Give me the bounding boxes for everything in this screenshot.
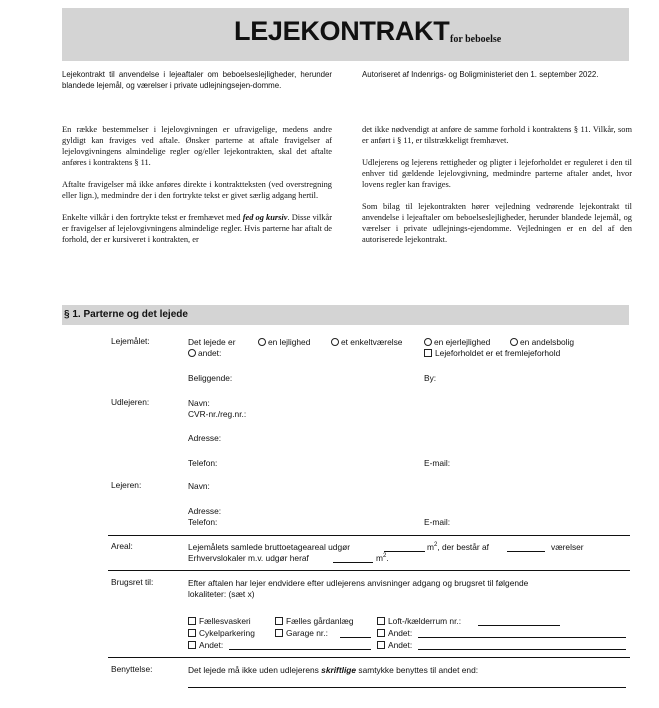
brugsret-text-2: lokaliteter: (sæt x) — [188, 589, 255, 599]
checkbox-icon — [377, 629, 385, 637]
lejer-adresse: Adresse: — [188, 506, 222, 516]
checkbox-loft-kaelder[interactable]: Loft-/kælderrum nr.: — [377, 616, 461, 626]
intro-left-text: Lejekontrakt til anvendelse i lejeaftaler om beboelseslejligheder, herunder blandede lejemål, og værelser i private udlejningsejen-domme. — [62, 70, 332, 90]
checkbox-garage[interactable]: Garage nr.: — [275, 628, 328, 638]
radio-andet[interactable]: andet: — [188, 348, 221, 358]
divider — [108, 535, 630, 536]
udlejer-cvr: CVR-nr./reg.nr.: — [188, 409, 247, 419]
radio-lejlighed[interactable]: en lejlighed — [258, 337, 310, 347]
vaerelser-input[interactable] — [507, 551, 545, 552]
body-left-paragraph-1: En række bestemmelser i lejelovgivningen er ufravigelige, medens andre gyldigt kan fraviges ved aftale. Ønsker parterne at aftale fravigelser af lejelovgivningens almindelige regler og/eller lejekontrakten, skal det aftalte anføres i kontraktens § 11. — [62, 125, 332, 167]
checkbox-faellesvaskeri[interactable]: Fællesvaskeri — [188, 616, 251, 626]
body-left-paragraph-3: Enkelte vilkår i den fortrykte tekst er fremhævet med fed og kursiv. Disse vilkår er fravigelser af lejelovgivningens almindelige regler. Hvis parterne har aftalt de forhold, der er kursiveret i kontrakten, er — [62, 213, 332, 244]
brugsret-text-1: Efter aftalen har lejer endvidere efter udlejerens anvisninger adgang og brugsret til følgende — [188, 578, 529, 588]
areal-line-1: Lejemålets samlede bruttoetageareal udgør — [188, 542, 351, 552]
document-subtitle: for beboelse — [450, 34, 502, 45]
loft-nr-input[interactable] — [478, 625, 560, 626]
body-right-paragraph-1: det ikke nødvendigt at anføre de samme forhold i kontraktens § 11. Vilkår, som er anført i § 11, er tilstrækkeligt fremhævet. — [362, 125, 632, 145]
lejer-telefon: Telefon: — [188, 517, 218, 527]
section-title: § 1. Parterne og det lejede — [64, 309, 188, 320]
andet-1-input[interactable] — [418, 637, 626, 638]
lejer-navn: Navn: — [188, 481, 210, 491]
radio-icon — [188, 349, 196, 357]
garage-nr-input[interactable] — [340, 637, 371, 638]
vaerelser-label: værelser — [551, 542, 584, 552]
areal-unit: $m^2$, der består af — [427, 542, 490, 552]
checkbox-icon — [377, 617, 385, 625]
body-left-paragraph-2: Aftalte fravigelser må ikke anføres direkte i kontraktteksten (ved overstregning eller lign.), medmindre der i den fortrykte tekst er givet særlig adgang hertil. — [62, 180, 332, 200]
radio-andelsbolig[interactable]: en andelsbolig — [510, 337, 574, 347]
brugsret-label: Brugsret til: — [111, 577, 154, 587]
by-label: By: — [424, 373, 437, 383]
areal-label: Areal: — [111, 541, 133, 551]
radio-icon — [331, 338, 339, 346]
divider — [108, 657, 630, 658]
beliggende-label: Beliggende: — [188, 373, 233, 383]
lejer-label: Lejeren: — [111, 480, 142, 490]
checkbox-icon — [188, 641, 196, 649]
udlejer-navn: Navn: — [188, 398, 210, 408]
udlejer-telefon: Telefon: — [188, 458, 218, 468]
checkbox-andet-3[interactable]: Andet: — [377, 640, 412, 650]
radio-icon — [424, 338, 432, 346]
fremleje-checkbox[interactable]: Lejeforholdet er et fremlejeforhold — [424, 348, 560, 358]
radio-enkeltvaerelse[interactable]: et enkeltværelse — [331, 337, 402, 347]
checkbox-icon — [275, 617, 283, 625]
body-left-column — [62, 124, 332, 256]
radio-icon — [510, 338, 518, 346]
udlejer-adresse: Adresse: — [188, 433, 222, 443]
benyttelse-label: Benyttelse: — [111, 664, 153, 674]
radio-ejerlejlighed[interactable]: en ejerlejlighed — [424, 337, 490, 347]
checkbox-icon — [377, 641, 385, 649]
body-right-paragraph-2: Udlejerens og lejerens rettigheder og pligter i lejeforholdet er reguleret i den til enhver tid gældende lejelovgivning, medmindre parterne aftaler andet, hvor lovens regler kan fraviges. — [362, 158, 632, 189]
intro-right-text: Autoriseret af Indenrigs- og Boligministeriet den 1. september 2022. — [362, 70, 599, 79]
checkbox-andet-1[interactable]: Andet: — [377, 628, 412, 638]
checkbox-icon — [424, 349, 432, 357]
andet-2-input[interactable] — [229, 649, 371, 650]
benyttelse-text: Det lejede må ikke uden udlejerens skriftlige samtykke benyttes til andet end: — [188, 665, 479, 675]
udlejer-email: E-mail: — [424, 458, 451, 468]
areal-input[interactable] — [384, 551, 425, 552]
body-right-paragraph-3: Som bilag til lejekontrakten hører vejledning vedrørende lejekontrakt til anvendelse i lejeaftaler om beboelseslejligheder, herunder blandede lejemål, og værelser i private udlejnings-ejendomme. Vejledningen er en del af den autoriserede lejekontrakt. — [362, 202, 632, 244]
radio-icon — [258, 338, 266, 346]
checkbox-andet-2[interactable]: Andet: — [188, 640, 223, 650]
erhverv-input[interactable] — [333, 562, 373, 563]
areal-line-2: Erhvervslokaler m.v. udgør heraf — [188, 553, 309, 563]
checkbox-icon — [188, 629, 196, 637]
erhverv-unit: $m^2$. — [376, 553, 389, 563]
body-right-column — [362, 124, 632, 256]
checkbox-cykelparkering[interactable]: Cykelparkering — [188, 628, 255, 638]
lejer-email: E-mail: — [424, 517, 451, 527]
checkbox-gaardanlaeg[interactable]: Fælles gårdanlæg — [275, 616, 354, 626]
checkbox-icon — [188, 617, 196, 625]
andet-3-input[interactable] — [418, 649, 626, 650]
document-title: LEJEKONTRAKT — [234, 16, 450, 46]
divider — [108, 570, 630, 571]
lejemaal-label: Lejemålet: — [111, 336, 150, 346]
lejemaal-prefix: Det lejede er — [188, 337, 236, 347]
udlejer-label: Udlejeren: — [111, 397, 150, 407]
benyttelse-input[interactable] — [188, 687, 626, 688]
checkbox-icon — [275, 629, 283, 637]
